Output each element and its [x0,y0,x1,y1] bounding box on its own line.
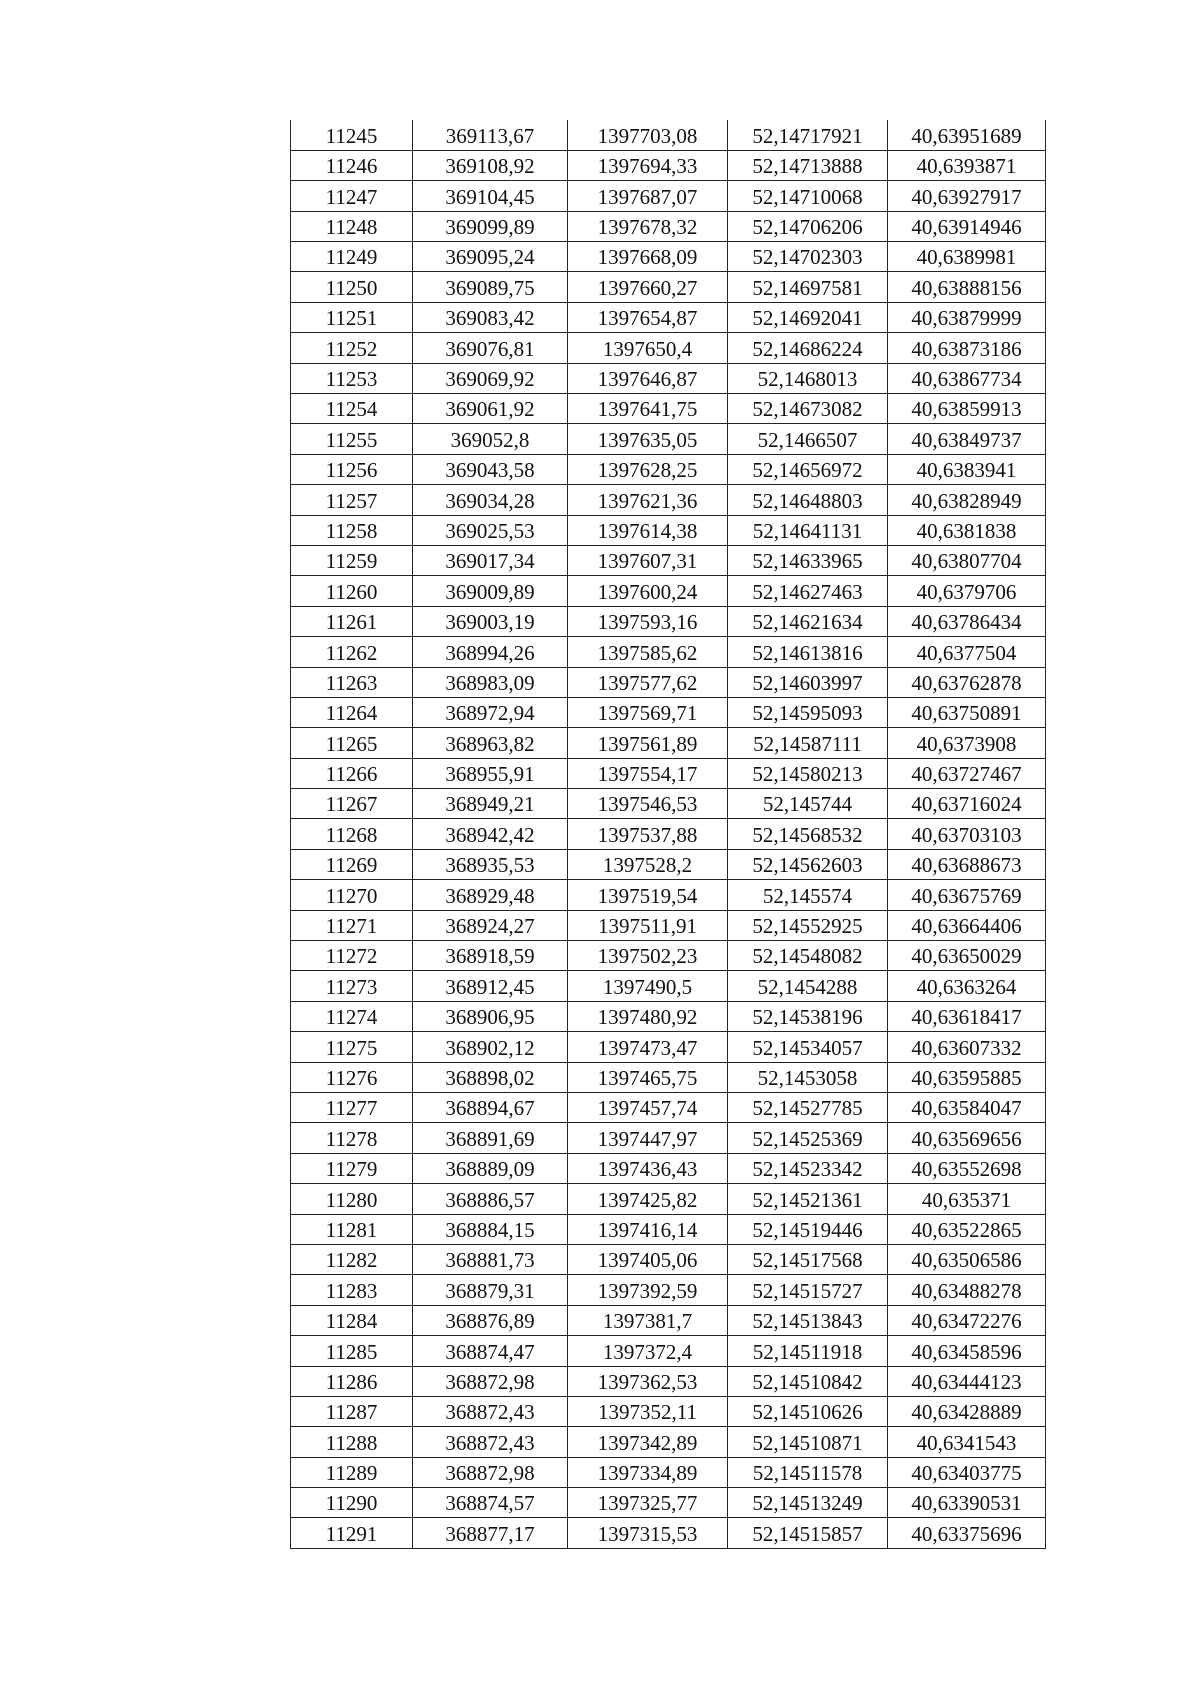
y-coordinate-cell: 1397635,05 [568,424,728,454]
point-number-cell: 11252 [291,333,413,363]
table-row [291,302,1046,332]
latitude-cell: 52,14525369 [728,1123,888,1153]
table-row [291,880,1046,910]
x-coordinate-cell: 368876,89 [413,1305,568,1335]
point-number-cell: 11250 [291,272,413,302]
latitude-cell: 52,14510842 [728,1366,888,1396]
x-coordinate-cell: 368891,69 [413,1123,568,1153]
x-coordinate-cell: 369069,92 [413,363,568,393]
table-row [291,1184,1046,1214]
latitude-cell: 52,14648803 [728,485,888,515]
table-row [291,1062,1046,1092]
x-coordinate-cell: 368963,82 [413,728,568,758]
table-row [291,242,1046,272]
table-row [291,697,1046,727]
point-number-cell: 11249 [291,242,413,272]
latitude-cell: 52,1468013 [728,363,888,393]
point-number-cell: 11287 [291,1396,413,1426]
latitude-cell: 52,14697581 [728,272,888,302]
x-coordinate-cell: 368889,09 [413,1153,568,1183]
x-coordinate-cell: 369043,58 [413,454,568,484]
table-row [291,1093,1046,1123]
point-number-cell: 11285 [291,1336,413,1366]
point-number-cell: 11266 [291,758,413,788]
latitude-cell: 52,14587111 [728,728,888,758]
x-coordinate-cell: 369095,24 [413,242,568,272]
latitude-cell: 52,1453058 [728,1062,888,1092]
x-coordinate-cell: 368872,98 [413,1366,568,1396]
longitude-cell: 40,63727467 [888,758,1046,788]
point-number-cell: 11267 [291,789,413,819]
y-coordinate-cell: 1397480,92 [568,1001,728,1031]
table-row [291,1366,1046,1396]
x-coordinate-cell: 368906,95 [413,1001,568,1031]
longitude-cell: 40,63472276 [888,1305,1046,1335]
x-coordinate-cell: 368879,31 [413,1275,568,1305]
point-number-cell: 11251 [291,302,413,332]
latitude-cell: 52,14621634 [728,606,888,636]
y-coordinate-cell: 1397546,53 [568,789,728,819]
y-coordinate-cell: 1397342,89 [568,1427,728,1457]
longitude-cell: 40,63879999 [888,302,1046,332]
table-row [291,576,1046,606]
point-number-cell: 11271 [291,910,413,940]
table-row [291,819,1046,849]
x-coordinate-cell: 368902,12 [413,1032,568,1062]
longitude-cell: 40,63786434 [888,606,1046,636]
y-coordinate-cell: 1397511,91 [568,910,728,940]
x-coordinate-cell: 368894,67 [413,1093,568,1123]
x-coordinate-cell: 368935,53 [413,849,568,879]
latitude-cell: 52,14521361 [728,1184,888,1214]
latitude-cell: 52,14613816 [728,637,888,667]
latitude-cell: 52,14710068 [728,181,888,211]
y-coordinate-cell: 1397650,4 [568,333,728,363]
y-coordinate-cell: 1397621,36 [568,485,728,515]
longitude-cell: 40,63390531 [888,1488,1046,1518]
longitude-cell: 40,63927917 [888,181,1046,211]
table-row [291,1275,1046,1305]
longitude-cell: 40,63664406 [888,910,1046,940]
latitude-cell: 52,14580213 [728,758,888,788]
point-number-cell: 11255 [291,424,413,454]
table-row [291,1488,1046,1518]
longitude-cell: 40,63867734 [888,363,1046,393]
latitude-cell: 52,14641131 [728,515,888,545]
y-coordinate-cell: 1397352,11 [568,1396,728,1426]
latitude-cell: 52,14686224 [728,333,888,363]
table-row [291,728,1046,758]
point-number-cell: 11257 [291,485,413,515]
longitude-cell: 40,6363264 [888,971,1046,1001]
point-number-cell: 11270 [291,880,413,910]
x-coordinate-cell: 368886,57 [413,1184,568,1214]
y-coordinate-cell: 1397436,43 [568,1153,728,1183]
latitude-cell: 52,14633965 [728,545,888,575]
x-coordinate-cell: 368881,73 [413,1244,568,1274]
x-coordinate-cell: 368942,42 [413,819,568,849]
table-row [291,758,1046,788]
y-coordinate-cell: 1397641,75 [568,394,728,424]
y-coordinate-cell: 1397425,82 [568,1184,728,1214]
point-number-cell: 11283 [291,1275,413,1305]
y-coordinate-cell: 1397405,06 [568,1244,728,1274]
y-coordinate-cell: 1397554,17 [568,758,728,788]
x-coordinate-cell: 368972,94 [413,697,568,727]
longitude-cell: 40,63807704 [888,545,1046,575]
point-number-cell: 11248 [291,211,413,241]
latitude-cell: 52,14562603 [728,849,888,879]
y-coordinate-cell: 1397607,31 [568,545,728,575]
point-number-cell: 11246 [291,150,413,180]
table-row [291,1214,1046,1244]
table-row [291,333,1046,363]
table-row [291,515,1046,545]
y-coordinate-cell: 1397694,33 [568,150,728,180]
latitude-cell: 52,14713888 [728,150,888,180]
table-row [291,394,1046,424]
point-number-cell: 11269 [291,849,413,879]
table-row [291,789,1046,819]
y-coordinate-cell: 1397334,89 [568,1457,728,1487]
longitude-cell: 40,635371 [888,1184,1046,1214]
longitude-cell: 40,63522865 [888,1214,1046,1244]
point-number-cell: 11265 [291,728,413,758]
table-row [291,667,1046,697]
point-number-cell: 11247 [291,181,413,211]
x-coordinate-cell: 369083,42 [413,302,568,332]
point-number-cell: 11282 [291,1244,413,1274]
latitude-cell: 52,14706206 [728,211,888,241]
longitude-cell: 40,63762878 [888,667,1046,697]
y-coordinate-cell: 1397473,47 [568,1032,728,1062]
point-number-cell: 11291 [291,1518,413,1548]
coordinates-table-body [291,120,1046,1548]
y-coordinate-cell: 1397660,27 [568,272,728,302]
latitude-cell: 52,14527785 [728,1093,888,1123]
point-number-cell: 11245 [291,120,413,150]
longitude-cell: 40,63750891 [888,697,1046,727]
table-row [291,637,1046,667]
longitude-cell: 40,63488278 [888,1275,1046,1305]
table-row [291,606,1046,636]
longitude-cell: 40,63914946 [888,211,1046,241]
longitude-cell: 40,63828949 [888,485,1046,515]
point-number-cell: 11277 [291,1093,413,1123]
latitude-cell: 52,14603997 [728,667,888,697]
x-coordinate-cell: 369099,89 [413,211,568,241]
longitude-cell: 40,63552698 [888,1153,1046,1183]
x-coordinate-cell: 369076,81 [413,333,568,363]
x-coordinate-cell: 368872,98 [413,1457,568,1487]
y-coordinate-cell: 1397457,74 [568,1093,728,1123]
latitude-cell: 52,14517568 [728,1244,888,1274]
table-row [291,1001,1046,1031]
x-coordinate-cell: 369089,75 [413,272,568,302]
longitude-cell: 40,63403775 [888,1457,1046,1487]
latitude-cell: 52,145574 [728,880,888,910]
latitude-cell: 52,14656972 [728,454,888,484]
y-coordinate-cell: 1397577,62 [568,667,728,697]
point-number-cell: 11278 [291,1123,413,1153]
table-row [291,1123,1046,1153]
longitude-cell: 40,63849737 [888,424,1046,454]
point-number-cell: 11289 [291,1457,413,1487]
longitude-cell: 40,63375696 [888,1518,1046,1548]
longitude-cell: 40,6383941 [888,454,1046,484]
longitude-cell: 40,63888156 [888,272,1046,302]
x-coordinate-cell: 369061,92 [413,394,568,424]
latitude-cell: 52,14692041 [728,302,888,332]
table-row [291,910,1046,940]
table-row [291,485,1046,515]
latitude-cell: 52,14523342 [728,1153,888,1183]
point-number-cell: 11262 [291,637,413,667]
y-coordinate-cell: 1397687,07 [568,181,728,211]
y-coordinate-cell: 1397537,88 [568,819,728,849]
x-coordinate-cell: 369104,45 [413,181,568,211]
table-row [291,211,1046,241]
table-row [291,941,1046,971]
y-coordinate-cell: 1397465,75 [568,1062,728,1092]
latitude-cell: 52,14534057 [728,1032,888,1062]
longitude-cell: 40,63675769 [888,880,1046,910]
table-row [291,1457,1046,1487]
table-row [291,150,1046,180]
point-number-cell: 11253 [291,363,413,393]
table-row [291,1427,1046,1457]
x-coordinate-cell: 369003,19 [413,606,568,636]
y-coordinate-cell: 1397646,87 [568,363,728,393]
x-coordinate-cell: 369025,53 [413,515,568,545]
latitude-cell: 52,14510871 [728,1427,888,1457]
x-coordinate-cell: 368884,15 [413,1214,568,1244]
latitude-cell: 52,14511578 [728,1457,888,1487]
latitude-cell: 52,1466507 [728,424,888,454]
latitude-cell: 52,14519446 [728,1214,888,1244]
point-number-cell: 11260 [291,576,413,606]
table-row [291,363,1046,393]
y-coordinate-cell: 1397585,62 [568,637,728,667]
point-number-cell: 11286 [291,1366,413,1396]
longitude-cell: 40,6389981 [888,242,1046,272]
y-coordinate-cell: 1397381,7 [568,1305,728,1335]
x-coordinate-cell: 368918,59 [413,941,568,971]
longitude-cell: 40,63584047 [888,1093,1046,1123]
longitude-cell: 40,63688673 [888,849,1046,879]
latitude-cell: 52,14673082 [728,394,888,424]
y-coordinate-cell: 1397600,24 [568,576,728,606]
x-coordinate-cell: 369009,89 [413,576,568,606]
y-coordinate-cell: 1397325,77 [568,1488,728,1518]
point-number-cell: 11284 [291,1305,413,1335]
latitude-cell: 52,14510626 [728,1396,888,1426]
table-row [291,849,1046,879]
y-coordinate-cell: 1397519,54 [568,880,728,910]
point-number-cell: 11281 [291,1214,413,1244]
longitude-cell: 40,63650029 [888,941,1046,971]
point-number-cell: 11254 [291,394,413,424]
x-coordinate-cell: 369017,34 [413,545,568,575]
point-number-cell: 11261 [291,606,413,636]
latitude-cell: 52,14538196 [728,1001,888,1031]
y-coordinate-cell: 1397490,5 [568,971,728,1001]
x-coordinate-cell: 368874,47 [413,1336,568,1366]
table-row [291,1032,1046,1062]
x-coordinate-cell: 368924,27 [413,910,568,940]
latitude-cell: 52,14717921 [728,120,888,150]
y-coordinate-cell: 1397392,59 [568,1275,728,1305]
x-coordinate-cell: 368955,91 [413,758,568,788]
table-row [291,1244,1046,1274]
longitude-cell: 40,6377504 [888,637,1046,667]
y-coordinate-cell: 1397569,71 [568,697,728,727]
table-row [291,454,1046,484]
point-number-cell: 11280 [291,1184,413,1214]
x-coordinate-cell: 368929,48 [413,880,568,910]
point-number-cell: 11274 [291,1001,413,1031]
x-coordinate-cell: 368872,43 [413,1427,568,1457]
table-row [291,1518,1046,1548]
y-coordinate-cell: 1397447,97 [568,1123,728,1153]
y-coordinate-cell: 1397528,2 [568,849,728,879]
table-row [291,1153,1046,1183]
x-coordinate-cell: 368994,26 [413,637,568,667]
point-number-cell: 11268 [291,819,413,849]
latitude-cell: 52,145744 [728,789,888,819]
point-number-cell: 11272 [291,941,413,971]
latitude-cell: 52,14595093 [728,697,888,727]
y-coordinate-cell: 1397315,53 [568,1518,728,1548]
table-row [291,272,1046,302]
y-coordinate-cell: 1397654,87 [568,302,728,332]
x-coordinate-cell: 369113,67 [413,120,568,150]
y-coordinate-cell: 1397614,38 [568,515,728,545]
latitude-cell: 52,14513843 [728,1305,888,1335]
latitude-cell: 52,14627463 [728,576,888,606]
table-row [291,1396,1046,1426]
point-number-cell: 11290 [291,1488,413,1518]
x-coordinate-cell: 368872,43 [413,1396,568,1426]
x-coordinate-cell: 368912,45 [413,971,568,1001]
point-number-cell: 11258 [291,515,413,545]
y-coordinate-cell: 1397372,4 [568,1336,728,1366]
longitude-cell: 40,6341543 [888,1427,1046,1457]
x-coordinate-cell: 369034,28 [413,485,568,515]
longitude-cell: 40,63703103 [888,819,1046,849]
y-coordinate-cell: 1397703,08 [568,120,728,150]
y-coordinate-cell: 1397668,09 [568,242,728,272]
point-number-cell: 11263 [291,667,413,697]
latitude-cell: 52,14511918 [728,1336,888,1366]
longitude-cell: 40,63859913 [888,394,1046,424]
y-coordinate-cell: 1397561,89 [568,728,728,758]
latitude-cell: 52,14568532 [728,819,888,849]
x-coordinate-cell: 368877,17 [413,1518,568,1548]
table-row [291,971,1046,1001]
table-row [291,181,1046,211]
longitude-cell: 40,63873186 [888,333,1046,363]
longitude-cell: 40,6379706 [888,576,1046,606]
latitude-cell: 52,14702303 [728,242,888,272]
table-row [291,1305,1046,1335]
longitude-cell: 40,63607332 [888,1032,1046,1062]
longitude-cell: 40,63428889 [888,1396,1046,1426]
table-row [291,120,1046,150]
point-number-cell: 11275 [291,1032,413,1062]
point-number-cell: 11259 [291,545,413,575]
table-row [291,1336,1046,1366]
latitude-cell: 52,1454288 [728,971,888,1001]
point-number-cell: 11273 [291,971,413,1001]
y-coordinate-cell: 1397628,25 [568,454,728,484]
point-number-cell: 11256 [291,454,413,484]
latitude-cell: 52,14515727 [728,1275,888,1305]
longitude-cell: 40,63618417 [888,1001,1046,1031]
point-number-cell: 11279 [291,1153,413,1183]
point-number-cell: 11288 [291,1427,413,1457]
point-number-cell: 11276 [291,1062,413,1092]
y-coordinate-cell: 1397362,53 [568,1366,728,1396]
y-coordinate-cell: 1397502,23 [568,941,728,971]
y-coordinate-cell: 1397593,16 [568,606,728,636]
point-number-cell: 11264 [291,697,413,727]
x-coordinate-cell: 369052,8 [413,424,568,454]
longitude-cell: 40,63951689 [888,120,1046,150]
longitude-cell: 40,6393871 [888,150,1046,180]
coordinates-table [290,120,1046,1549]
x-coordinate-cell: 368898,02 [413,1062,568,1092]
longitude-cell: 40,63444123 [888,1366,1046,1396]
x-coordinate-cell: 368874,57 [413,1488,568,1518]
longitude-cell: 40,6373908 [888,728,1046,758]
y-coordinate-cell: 1397416,14 [568,1214,728,1244]
longitude-cell: 40,6381838 [888,515,1046,545]
longitude-cell: 40,63595885 [888,1062,1046,1092]
longitude-cell: 40,63716024 [888,789,1046,819]
table-row [291,424,1046,454]
latitude-cell: 52,14548082 [728,941,888,971]
latitude-cell: 52,14513249 [728,1488,888,1518]
latitude-cell: 52,14552925 [728,910,888,940]
longitude-cell: 40,63506586 [888,1244,1046,1274]
longitude-cell: 40,63569656 [888,1123,1046,1153]
longitude-cell: 40,63458596 [888,1336,1046,1366]
x-coordinate-cell: 368949,21 [413,789,568,819]
table-row [291,545,1046,575]
latitude-cell: 52,14515857 [728,1518,888,1548]
y-coordinate-cell: 1397678,32 [568,211,728,241]
x-coordinate-cell: 368983,09 [413,667,568,697]
x-coordinate-cell: 369108,92 [413,150,568,180]
